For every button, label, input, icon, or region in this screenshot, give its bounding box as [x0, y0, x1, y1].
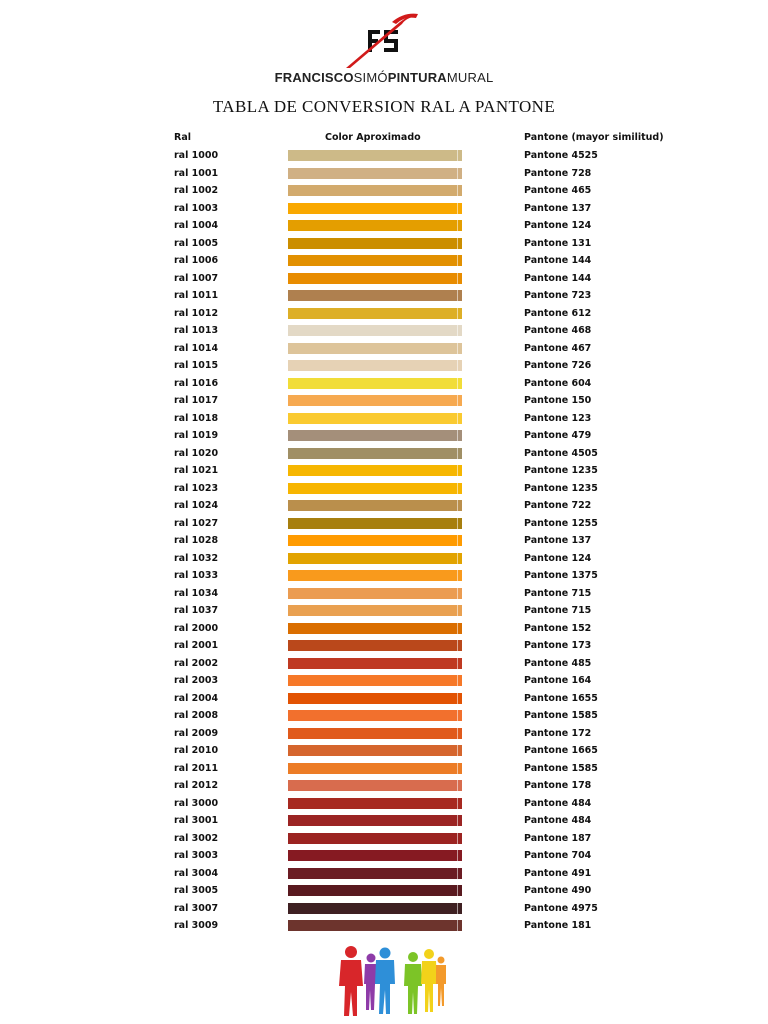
ral-code: ral 1002 [174, 185, 219, 196]
color-swatch [288, 903, 462, 914]
table-row [0, 252, 768, 270]
color-swatch [288, 150, 462, 161]
person-yellow [421, 949, 437, 1012]
company-logo [340, 12, 420, 72]
ral-code: ral 1020 [174, 447, 219, 459]
color-swatch [288, 640, 462, 651]
pantone-code: Pantone 1235 [524, 482, 598, 494]
color-swatch [288, 710, 462, 721]
table-row [0, 567, 768, 585]
table-row [0, 672, 768, 690]
ral-code: ral 3001 [174, 815, 219, 826]
ral-code: ral 3003 [174, 850, 219, 861]
color-swatch [288, 343, 462, 354]
ral-code: ral 1027 [174, 517, 219, 529]
ral-code: ral 2001 [174, 640, 219, 651]
table-row [0, 497, 768, 515]
walking-people-illustration [335, 944, 447, 1018]
color-swatch [288, 693, 462, 704]
color-swatch [288, 413, 462, 424]
table-row [0, 410, 768, 428]
ral-code: ral 2011 [174, 762, 219, 774]
ral-code: ral 1007 [174, 272, 219, 284]
color-swatch [288, 798, 462, 809]
table-row [0, 375, 768, 393]
ral-code: ral 1021 [174, 465, 219, 476]
header-color: Color Aproximado [325, 132, 421, 143]
person-orange [436, 957, 446, 1007]
color-swatch [288, 780, 462, 791]
table-row [0, 515, 768, 533]
pantone-code: Pantone 144 [524, 255, 592, 266]
table-row [0, 760, 768, 778]
pantone-code: Pantone 1655 [524, 692, 598, 704]
pantone-code: Pantone 715 [524, 605, 592, 616]
pantone-code: Pantone 181 [524, 920, 592, 931]
ral-code: ral 1011 [174, 290, 219, 301]
table-row [0, 637, 768, 655]
table-row [0, 427, 768, 445]
color-swatch [288, 378, 462, 389]
table-row [0, 270, 768, 288]
pantone-code: Pantone 124 [524, 552, 592, 564]
pantone-code: Pantone 1375 [524, 570, 598, 581]
conversion-table [0, 147, 768, 935]
color-swatch [288, 623, 462, 634]
ral-code: ral 1001 [174, 167, 219, 179]
ral-code: ral 2012 [174, 780, 219, 791]
color-swatch [288, 500, 462, 511]
ral-code: ral 3005 [174, 885, 219, 896]
pantone-code: Pantone 612 [524, 307, 592, 319]
pantone-code: Pantone 1585 [524, 710, 598, 721]
pantone-code: Pantone 4975 [524, 902, 598, 914]
pantone-code: Pantone 723 [524, 290, 592, 301]
pantone-code: Pantone 479 [524, 430, 592, 441]
pantone-code: Pantone 131 [524, 237, 592, 249]
color-swatch [288, 588, 462, 599]
pantone-code: Pantone 484 [524, 815, 592, 826]
color-swatch [288, 185, 462, 196]
table-row [0, 480, 768, 498]
pantone-code: Pantone 172 [524, 727, 592, 739]
brand-part-3: PINTURA [387, 70, 447, 85]
ral-code: ral 3000 [174, 797, 219, 809]
pantone-code: Pantone 1235 [524, 465, 598, 476]
table-row [0, 830, 768, 848]
table-row [0, 917, 768, 935]
table-row [0, 217, 768, 235]
table-row [0, 550, 768, 568]
color-swatch [288, 675, 462, 686]
pantone-code: Pantone 137 [524, 535, 592, 546]
ral-code: ral 2003 [174, 675, 219, 686]
color-swatch [288, 465, 462, 476]
pantone-code: Pantone 715 [524, 587, 592, 599]
table-row [0, 235, 768, 253]
table-row [0, 707, 768, 725]
table-row [0, 357, 768, 375]
pantone-code: Pantone 1255 [524, 517, 598, 529]
color-swatch [288, 308, 462, 319]
person-green [404, 952, 422, 1014]
ral-code: ral 2010 [174, 745, 219, 756]
color-swatch [288, 273, 462, 284]
pantone-code: Pantone 726 [524, 360, 592, 371]
ral-code: ral 3007 [174, 902, 219, 914]
color-swatch [288, 325, 462, 336]
table-row [0, 847, 768, 865]
pantone-code: Pantone 604 [524, 377, 592, 389]
ral-code: ral 1024 [174, 500, 219, 511]
ral-code: ral 1028 [174, 535, 219, 546]
color-swatch [288, 360, 462, 371]
color-swatch [288, 728, 462, 739]
color-swatch [288, 238, 462, 249]
table-row [0, 392, 768, 410]
pantone-code: Pantone 4525 [524, 150, 598, 161]
ral-code: ral 1005 [174, 237, 219, 249]
color-swatch [288, 535, 462, 546]
table-row [0, 147, 768, 165]
table-row [0, 340, 768, 358]
ral-code: ral 1003 [174, 202, 219, 214]
pantone-code: Pantone 173 [524, 640, 592, 651]
pantone-code: Pantone 467 [524, 342, 592, 354]
color-swatch [288, 833, 462, 844]
color-swatch [288, 483, 462, 494]
brand-part-1: FRANCISCO [274, 70, 354, 85]
table-row [0, 795, 768, 813]
header-ral: Ral [174, 132, 191, 143]
color-swatch [288, 255, 462, 266]
color-swatch [288, 815, 462, 826]
brand-part-2: SIMÓ [353, 70, 388, 85]
table-row [0, 900, 768, 918]
pantone-code: Pantone 704 [524, 850, 592, 861]
color-swatch [288, 518, 462, 529]
pantone-code: Pantone 484 [524, 797, 592, 809]
table-row [0, 585, 768, 603]
header-pantone: Pantone (mayor similitud) [524, 132, 664, 143]
ral-code: ral 1013 [174, 325, 219, 336]
ral-code: ral 1015 [174, 360, 219, 371]
ral-code: ral 1006 [174, 255, 219, 266]
pantone-code: Pantone 137 [524, 202, 592, 214]
pantone-code: Pantone 144 [524, 272, 592, 284]
table-row [0, 165, 768, 183]
color-swatch [288, 395, 462, 406]
table-row [0, 865, 768, 883]
brand-name [0, 70, 768, 85]
person-red [339, 946, 363, 1016]
table-row [0, 725, 768, 743]
ral-code: ral 1016 [174, 377, 219, 389]
ral-code: ral 1018 [174, 412, 219, 424]
pantone-code: Pantone 490 [524, 885, 592, 896]
ral-code: ral 2004 [174, 692, 219, 704]
ral-code: ral 1019 [174, 430, 219, 441]
table-row [0, 655, 768, 673]
ral-code: ral 1014 [174, 342, 219, 354]
color-swatch [288, 570, 462, 581]
color-swatch [288, 763, 462, 774]
table-row [0, 777, 768, 795]
ral-code: ral 1034 [174, 587, 219, 599]
table-row [0, 445, 768, 463]
color-swatch [288, 220, 462, 231]
pantone-code: Pantone 722 [524, 500, 592, 511]
color-swatch [288, 290, 462, 301]
pantone-code: Pantone 465 [524, 185, 592, 196]
table-row [0, 532, 768, 550]
ral-code: ral 1023 [174, 482, 219, 494]
pantone-code: Pantone 187 [524, 832, 592, 844]
pantone-code: Pantone 150 [524, 395, 592, 406]
ral-code: ral 2008 [174, 710, 219, 721]
table-row [0, 305, 768, 323]
pantone-code: Pantone 1585 [524, 762, 598, 774]
ral-code: ral 1017 [174, 395, 219, 406]
color-swatch [288, 203, 462, 214]
color-swatch [288, 168, 462, 179]
color-swatch [288, 745, 462, 756]
person-blue [375, 948, 395, 1015]
table-row [0, 322, 768, 340]
pantone-code: Pantone 468 [524, 325, 592, 336]
ral-code: ral 1037 [174, 605, 219, 616]
ral-code: ral 3002 [174, 832, 219, 844]
ral-code: ral 2002 [174, 657, 219, 669]
page-title: TABLA DE CONVERSION RAL A PANTONE [212, 97, 556, 116]
table-row [0, 200, 768, 218]
pantone-code: Pantone 123 [524, 412, 592, 424]
table-row [0, 182, 768, 200]
ral-code: ral 1032 [174, 552, 219, 564]
color-swatch [288, 658, 462, 669]
pantone-code: Pantone 164 [524, 675, 592, 686]
ral-code: ral 2000 [174, 622, 219, 634]
table-row [0, 742, 768, 760]
table-row [0, 620, 768, 638]
pantone-code: Pantone 4505 [524, 447, 598, 459]
ral-code: ral 1000 [174, 150, 219, 161]
pantone-code: Pantone 485 [524, 657, 592, 669]
ral-code: ral 1012 [174, 307, 219, 319]
ral-code: ral 3009 [174, 920, 219, 931]
ral-code: ral 1004 [174, 220, 219, 231]
pantone-code: Pantone 728 [524, 167, 592, 179]
logo-red-brushstroke [346, 16, 416, 68]
color-swatch [288, 920, 462, 931]
brand-part-4: MURAL [446, 70, 494, 85]
table-row [0, 602, 768, 620]
pantone-code: Pantone 491 [524, 867, 592, 879]
color-swatch [288, 868, 462, 879]
pantone-code: Pantone 1665 [524, 745, 598, 756]
color-swatch [288, 605, 462, 616]
table-row [0, 690, 768, 708]
color-swatch [288, 885, 462, 896]
pantone-code: Pantone 178 [524, 780, 592, 791]
color-swatch [288, 850, 462, 861]
ral-code: ral 1033 [174, 570, 219, 581]
table-row [0, 287, 768, 305]
table-row [0, 882, 768, 900]
color-swatch [288, 448, 462, 459]
pantone-code: Pantone 124 [524, 220, 592, 231]
color-swatch [288, 430, 462, 441]
ral-code: ral 2009 [174, 727, 219, 739]
color-swatch [288, 553, 462, 564]
table-row [0, 812, 768, 830]
ral-code: ral 3004 [174, 867, 219, 879]
table-row [0, 462, 768, 480]
pantone-code: Pantone 152 [524, 622, 592, 634]
